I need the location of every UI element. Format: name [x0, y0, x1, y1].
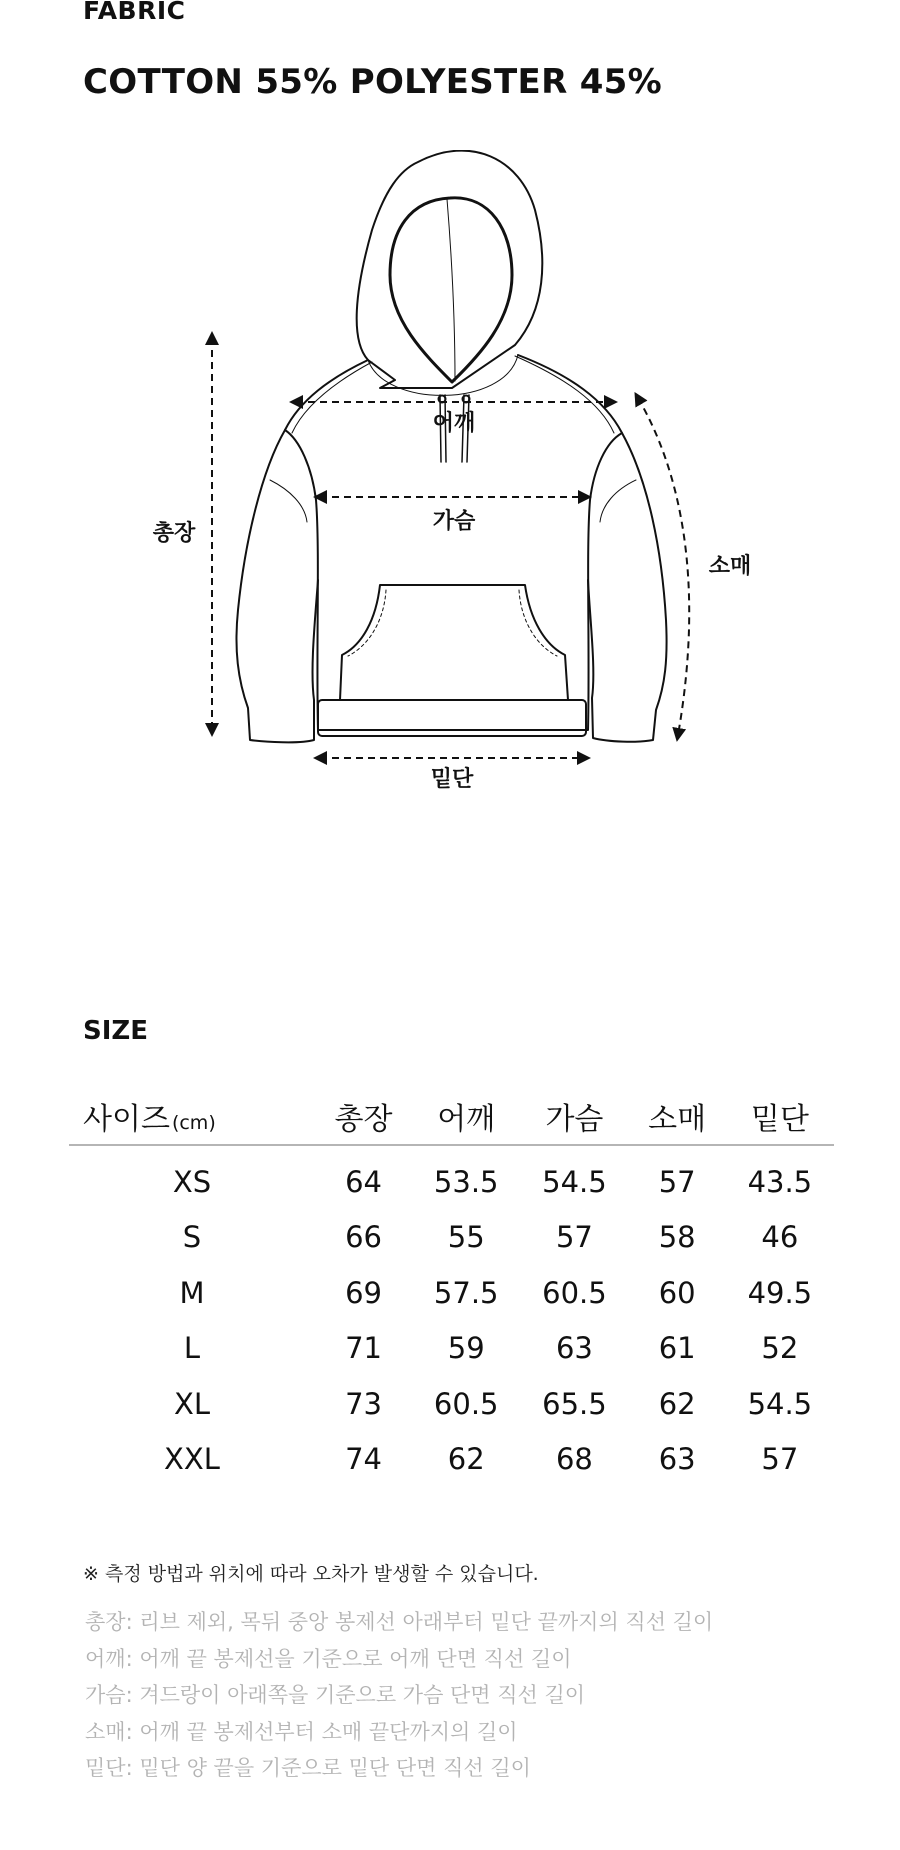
value-cell: 62 — [658, 1386, 696, 1421]
measurement-disclaimer: ※ 측정 방법과 위치에 따라 오차가 발생할 수 있습니다. — [83, 1563, 539, 1585]
table-row — [69, 1432, 834, 1488]
definition-hem: 밑단: 밑단 양 끝을 기준으로 밑단 단면 직선 길이 — [85, 1756, 531, 1780]
size-table-header — [69, 1088, 834, 1145]
sleeve-label: 소매 — [708, 554, 752, 579]
hood-opening — [390, 198, 512, 382]
value-cell: 64 — [345, 1164, 382, 1199]
value-cell: 57 — [555, 1220, 593, 1255]
kangaroo-pocket — [340, 585, 568, 700]
header-hem: 밑단 — [726, 1088, 834, 1145]
definition-chest: 가슴: 겨드랑이 아래쪽을 기준으로 가슴 단면 직선 길이 — [85, 1683, 586, 1707]
value-cell: 46 — [761, 1220, 799, 1255]
value-cell: 43.5 — [747, 1164, 813, 1199]
definition-length: 총장: 리브 제외, 목뒤 중앙 봉제선 아래부터 밑단 끝까지의 직선 길이 — [85, 1610, 714, 1634]
pocket-stitch — [348, 590, 557, 656]
header-length: 총장 — [315, 1088, 412, 1145]
raglan-seam-left — [292, 362, 372, 433]
raglan-seam-right — [515, 356, 614, 433]
fabric-composition: COTTON 55% POLYESTER 45% — [83, 62, 662, 102]
value-cell: 60.5 — [542, 1275, 607, 1310]
hem-label: 밑단 — [430, 767, 474, 792]
table-row — [69, 1210, 834, 1266]
length-label: 총장 — [152, 521, 196, 546]
value-cell: 62 — [447, 1442, 485, 1477]
size-cell: M — [179, 1275, 205, 1310]
size-cell: L — [183, 1331, 201, 1366]
size-cell: XXL — [164, 1442, 220, 1477]
header-shoulder: 어깨 — [412, 1088, 520, 1145]
value-cell: 58 — [658, 1220, 696, 1255]
value-cell: 55 — [447, 1220, 485, 1255]
header-chest: 가슴 — [520, 1088, 628, 1145]
value-cell: 57 — [761, 1442, 799, 1477]
header-sleeve: 소매 — [629, 1088, 726, 1145]
value-cell: 54.5 — [747, 1386, 813, 1421]
value-cell: 60.5 — [433, 1386, 499, 1421]
size-cell: S — [182, 1220, 202, 1255]
shoulder-label: 어깨 — [432, 411, 476, 436]
size-cell: XL — [173, 1386, 210, 1421]
table-row — [69, 1321, 834, 1377]
measurement-definitions — [85, 1604, 713, 1787]
value-cell: 71 — [345, 1331, 382, 1366]
hoodie-measurement-diagram — [0, 150, 900, 930]
value-cell: 60 — [658, 1275, 696, 1310]
value-cell: 65.5 — [542, 1386, 607, 1421]
size-cell: XS — [172, 1164, 212, 1199]
value-cell: 73 — [345, 1386, 382, 1421]
value-cell: 63 — [555, 1331, 593, 1366]
hood-seam — [447, 199, 455, 381]
hood-outline — [357, 151, 543, 388]
value-cell: 53.5 — [433, 1164, 499, 1199]
value-cell: 69 — [345, 1275, 382, 1310]
chest-label: 가슴 — [432, 509, 476, 534]
definition-shoulder: 어깨: 어깨 끝 봉제선을 기준으로 어깨 단면 직선 길이 — [85, 1646, 572, 1671]
sleeve-left — [236, 430, 318, 742]
value-cell: 57.5 — [433, 1275, 499, 1310]
sleeve-right — [588, 433, 667, 742]
table-row — [69, 1145, 834, 1210]
value-cell: 66 — [345, 1220, 382, 1255]
header-size-text: 사이즈 — [83, 1102, 170, 1137]
size-heading: SIZE — [83, 1016, 149, 1046]
sleeve-left-crease — [270, 480, 307, 522]
header-unit: (cm) — [171, 1112, 216, 1134]
definition-sleeve: 소매: 어깨 끝 봉제선부터 소매 끝단까지의 길이 — [85, 1719, 518, 1744]
sleeve-right-crease — [600, 480, 636, 522]
value-cell: 54.5 — [542, 1164, 607, 1199]
fabric-label: FABRIC — [83, 0, 186, 25]
value-cell: 52 — [761, 1331, 799, 1366]
table-row — [69, 1376, 834, 1432]
size-chart-table — [69, 1088, 834, 1487]
table-row — [69, 1265, 834, 1321]
value-cell: 68 — [555, 1442, 593, 1477]
value-cell: 63 — [658, 1442, 696, 1477]
header-size — [69, 1088, 315, 1145]
value-cell: 57 — [658, 1164, 696, 1199]
value-cell: 74 — [345, 1442, 382, 1477]
value-cell: 49.5 — [747, 1275, 813, 1310]
value-cell: 61 — [658, 1331, 696, 1366]
collar — [368, 355, 518, 395]
value-cell: 59 — [447, 1331, 485, 1366]
